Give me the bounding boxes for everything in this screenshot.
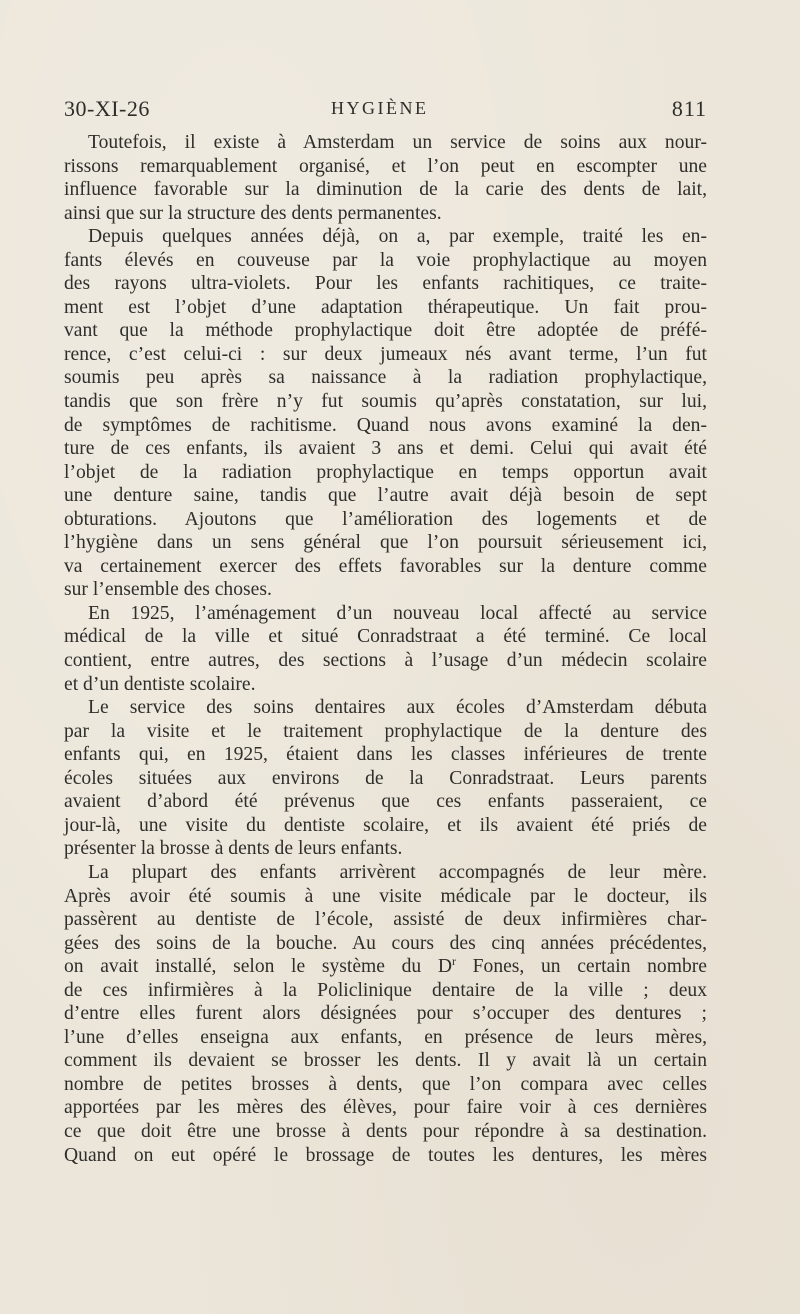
paragraph-1 <box>64 131 707 225</box>
running-header <box>64 96 707 124</box>
text-line: Le service des soins dentaires aux écoles d’Amsterdam débuta <box>88 697 707 719</box>
running-title: HYGIÈNE <box>331 98 429 118</box>
text-line: vant que la méthode prophylactique doit être adoptée de préfé- <box>64 320 707 342</box>
issue-date: 30-XI-26 <box>64 96 150 121</box>
text-line: soumis peu après sa naissance à la radiation prophylactique, <box>64 367 707 389</box>
text-line: Quand on eut opéré le brossage de toutes les dentures, les mères <box>64 1144 707 1166</box>
text-line: ture de ces enfants, ils avaient 3 ans et demi. Celui qui avait été <box>64 438 707 460</box>
text-line: de symptômes de rachitisme. Quand nous avons examiné la den- <box>64 414 707 436</box>
text-line: avaient d’abord été prévenus que ces enfants passeraient, ce <box>64 791 707 813</box>
text-line: écoles situées aux environs de la Conradstraat. Leurs parents <box>64 767 707 789</box>
text-line: l’objet de la radiation prophylactique en temps opportun avait <box>64 461 707 483</box>
text-line: l’hygiène dans un sens général que l’on poursuit sérieusement ici, <box>64 532 707 554</box>
text-line: médical de la ville et situé Conradstraat a été terminé. Ce local <box>64 626 707 648</box>
text-line: rissons remarquablement organisé, et l’on peut en escompter une <box>64 155 707 177</box>
text-line: influence favorable sur la diminution de la carie des dents de lait, <box>64 179 707 201</box>
text-line: ment est l’objet d’une adaptation thérapeutique. Un fait prou- <box>64 296 707 318</box>
text-line: fants élevés en couveuse par la voie prophylactique au moyen <box>64 249 707 271</box>
text-line: d’entre elles furent alors désignées pour s’occuper des dentures ; <box>64 1003 707 1025</box>
text-line: gées des soins de la bouche. Au cours des cinq années précédentes, <box>64 932 707 954</box>
text-line: jour-là, une visite du dentiste scolaire, et ils avaient été priés de <box>64 814 707 836</box>
text-line: sur l’ensemble des choses. <box>64 579 272 601</box>
text-line: rence, c’est celui-ci : sur deux jumeaux nés avant terme, l’un fut <box>64 343 707 365</box>
paragraph-2 <box>64 225 707 602</box>
text-line: Toutefois, il existe à Amsterdam un service de soins aux nour- <box>88 132 707 153</box>
text-line: comment ils devaient se brosser les dents. Il y avait là un certain <box>64 1050 707 1072</box>
text-line: et d’un dentiste scolaire. <box>64 673 256 695</box>
text-line: par la visite et le traitement prophylactique de la denture des <box>64 720 707 742</box>
text-line: Depuis quelques années déjà, on a, par exemple, traité les en- <box>88 226 707 248</box>
text-line: ce que doit être une brosse à dents pour répondre à sa destination. <box>64 1120 707 1142</box>
text-line: enfants qui, en 1925, étaient dans les classes inférieures de trente <box>64 744 707 766</box>
text-line: de ces infirmières à la Policlinique dentaire de la ville ; deux <box>64 979 707 1001</box>
text-line: l’une d’elles enseigna aux enfants, en présence de leurs mères, <box>64 1026 707 1048</box>
text-line: nombre de petites brosses à dents, que l’on compara avec celles <box>64 1073 707 1095</box>
text-line: contient, entre autres, des sections à l’usage d’un médecin scolaire <box>64 650 707 672</box>
text-fragment: on avait installé, selon le système du D <box>64 956 452 978</box>
text-line: ainsi que sur la structure des dents permanentes. <box>64 202 442 224</box>
text-fragment: Fones, un certain nombre <box>455 956 707 978</box>
text-line: La plupart des enfants arrivèrent accompagnés de leur mère. <box>88 861 707 883</box>
text-line: Après avoir été soumis à une visite médicale par le docteur, ils <box>64 885 707 907</box>
text-line: apportées par les mères des élèves, pour faire voir à ces dernières <box>64 1097 707 1119</box>
superscript: r <box>451 954 456 969</box>
paragraph-4 <box>64 696 707 861</box>
text-line <box>64 955 707 979</box>
text-line: En 1925, l’aménagement d’un nouveau local affecté au service <box>88 602 707 624</box>
paragraph-5 <box>64 861 707 1167</box>
text-line: des rayons ultra-violets. Pour les enfants rachitiques, ce traite- <box>64 273 707 295</box>
article-body <box>64 131 707 1167</box>
text-line: obturations. Ajoutons que l’amélioration des logements et de <box>64 508 707 530</box>
text-line: une denture saine, tandis que l’autre avait déjà besoin de sept <box>64 485 707 507</box>
paragraph-3 <box>64 602 707 696</box>
text-line: va certainement exercer des effets favorables sur la denture comme <box>64 555 707 577</box>
text-line: passèrent au dentiste de l’école, assisté de deux infirmières char- <box>64 909 707 931</box>
text-line: présenter la brosse à dents de leurs enfants. <box>64 838 403 860</box>
page-number: 811 <box>671 96 707 121</box>
text-line: tandis que son frère n’y fut soumis qu’après constatation, sur lui, <box>64 391 707 413</box>
